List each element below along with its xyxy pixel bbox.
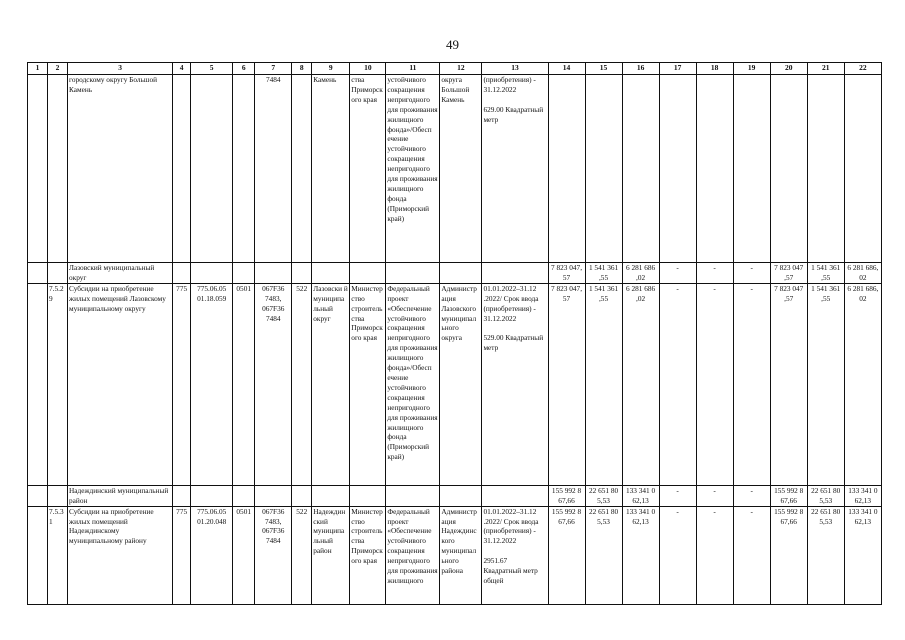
cell-col-6 bbox=[233, 263, 255, 284]
cell-col-8 bbox=[292, 75, 312, 263]
cell-col-5: 775.06.05 01.20.048 bbox=[191, 506, 233, 604]
cell-col-14: 155 992 8 67,66 bbox=[548, 485, 585, 506]
cell-col-21: 1 541 361 ,55 bbox=[807, 263, 844, 284]
cell-col-17: - bbox=[659, 263, 696, 284]
cell-col-20 bbox=[770, 75, 807, 263]
column-header-11: 11 bbox=[386, 63, 440, 75]
cell-col-21: 22 651 80 5,53 bbox=[807, 506, 844, 604]
column-header-15: 15 bbox=[585, 63, 622, 75]
cell-col-18: - bbox=[696, 485, 733, 506]
cell-col-6 bbox=[233, 485, 255, 506]
cell-col-9: Камень bbox=[312, 75, 350, 263]
cell-col-19: - bbox=[733, 485, 770, 506]
cell-col-15: 22 651 80 5,53 bbox=[585, 506, 622, 604]
cell-col-4 bbox=[173, 485, 191, 506]
cell-col-8 bbox=[292, 485, 312, 506]
cell-col-21: 22 651 80 5,53 bbox=[807, 485, 844, 506]
table-row bbox=[28, 75, 882, 263]
cell-col-17: - bbox=[659, 506, 696, 604]
cell-col-2 bbox=[48, 75, 68, 263]
cell-col-22: 133 341 0 62,13 bbox=[844, 506, 881, 604]
cell-col-10: ства Приморск ого края bbox=[350, 75, 386, 263]
cell-col-5: 775.06.05 01.18.059 bbox=[191, 283, 233, 485]
cell-col-5 bbox=[191, 263, 233, 284]
table-row bbox=[28, 283, 882, 485]
cell-col-19: - bbox=[733, 283, 770, 485]
column-number-row bbox=[28, 63, 882, 75]
cell-col-1 bbox=[28, 485, 48, 506]
cell-col-15: 1 541 361 ,55 bbox=[585, 263, 622, 284]
column-header-12: 12 bbox=[440, 63, 482, 75]
cell-col-22: 6 281 686, 02 bbox=[844, 263, 881, 284]
cell-col-10: Министер ство строитель ства Приморск ого края bbox=[350, 283, 386, 485]
column-header-14: 14 bbox=[548, 63, 585, 75]
cell-col-17 bbox=[659, 75, 696, 263]
cell-col-4 bbox=[173, 263, 191, 284]
cell-col-7: 067F36 7483, 067F36 7484 bbox=[255, 283, 292, 485]
cell-col-10: Министер ство строитель ства Приморск ого края bbox=[350, 506, 386, 604]
page-number: 49 bbox=[446, 37, 459, 52]
cell-col-7: 7484 bbox=[255, 75, 292, 263]
cell-col-6: 0501 bbox=[233, 506, 255, 604]
column-header-3: 3 bbox=[68, 63, 173, 75]
cell-col-4 bbox=[173, 75, 191, 263]
cell-col-6 bbox=[233, 75, 255, 263]
cell-col-1 bbox=[28, 263, 48, 284]
cell-col-22: 133 341 0 62,13 bbox=[844, 485, 881, 506]
cell-col-14: 7 823 047, 57 bbox=[548, 263, 585, 284]
cell-col-14: 155 992 8 67,66 bbox=[548, 506, 585, 604]
cell-col-3: Субсидии на приобретение жилых помещений Надеждинскому муниципальному району bbox=[68, 506, 173, 604]
cell-col-7 bbox=[255, 485, 292, 506]
cell-col-4: 775 bbox=[173, 283, 191, 485]
cell-col-19: - bbox=[733, 263, 770, 284]
cell-col-16: 133 341 0 62,13 bbox=[622, 485, 659, 506]
cell-col-1 bbox=[28, 506, 48, 604]
cell-col-3: Надеждинский муниципальный район bbox=[68, 485, 173, 506]
cell-col-9: Надеждин ский муниципа льный район bbox=[312, 506, 350, 604]
cell-col-7: 067F36 7483, 067F36 7484 bbox=[255, 506, 292, 604]
cell-col-12: Администр ация Лазовского муниципал ьного округа bbox=[440, 283, 482, 485]
column-header-10: 10 bbox=[350, 63, 386, 75]
cell-col-11: Федеральный проект «Обеспечение устойчивого сокращения непригодного для проживания жилищного bbox=[386, 506, 440, 604]
cell-col-11 bbox=[386, 263, 440, 284]
cell-col-14: 7 823 047, 57 bbox=[548, 283, 585, 485]
cell-col-9 bbox=[312, 485, 350, 506]
cell-col-2: 7.5.29 bbox=[48, 283, 68, 485]
column-header-20: 20 bbox=[770, 63, 807, 75]
cell-col-13 bbox=[482, 485, 548, 506]
cell-col-13 bbox=[482, 263, 548, 284]
cell-col-13: 01.01.2022–31.12 .2022/ Срок ввода (приобретения) - 31.12.2022 529.00 Квадратный метр bbox=[482, 283, 548, 485]
cell-col-11: Федеральный проект «Обеспечение устойчивого сокращения непригодного для проживания жилищного фонда»/Обесп ечение устойчивого сокращения непригодного для проживания жилищного фонда (Приморский край) bbox=[386, 283, 440, 485]
table-row bbox=[28, 506, 882, 604]
column-header-7: 7 bbox=[255, 63, 292, 75]
cell-col-9: Лазовски й муниципа льный округ bbox=[312, 283, 350, 485]
cell-col-8: 522 bbox=[292, 283, 312, 485]
table-row bbox=[28, 263, 882, 284]
cell-col-3: Субсидии на приобретение жилых помещений Лазовскому муниципальному округу bbox=[68, 283, 173, 485]
cell-col-12 bbox=[440, 485, 482, 506]
cell-col-3: Лазовский муниципальный округ bbox=[68, 263, 173, 284]
budget-table bbox=[27, 62, 882, 605]
column-header-5: 5 bbox=[191, 63, 233, 75]
cell-col-15: 1 541 361 ,55 bbox=[585, 283, 622, 485]
cell-col-15 bbox=[585, 75, 622, 263]
column-header-19: 19 bbox=[733, 63, 770, 75]
cell-col-12: округа Большой Камень bbox=[440, 75, 482, 263]
column-header-18: 18 bbox=[696, 63, 733, 75]
cell-col-18: - bbox=[696, 506, 733, 604]
cell-col-18: - bbox=[696, 283, 733, 485]
cell-col-5 bbox=[191, 75, 233, 263]
cell-col-12 bbox=[440, 263, 482, 284]
cell-col-12: Администр ация Надеждинс кого муниципал ьного района bbox=[440, 506, 482, 604]
cell-col-21 bbox=[807, 75, 844, 263]
cell-col-22: 6 281 686, 02 bbox=[844, 283, 881, 485]
cell-col-18 bbox=[696, 75, 733, 263]
cell-col-20: 155 992 8 67,66 bbox=[770, 506, 807, 604]
cell-col-16: 133 341 0 62,13 bbox=[622, 506, 659, 604]
column-header-17: 17 bbox=[659, 63, 696, 75]
cell-col-18: - bbox=[696, 263, 733, 284]
cell-col-11 bbox=[386, 485, 440, 506]
cell-col-1 bbox=[28, 283, 48, 485]
table-row bbox=[28, 485, 882, 506]
cell-col-13: (приобретения) - 31.12.2022 629.00 Квадратный метр bbox=[482, 75, 548, 263]
cell-col-13: 01.01.2022–31.12 .2022/ Срок ввода (приобретения) - 31.12.2022 2951.67 Квадратный метр общей bbox=[482, 506, 548, 604]
cell-col-19: - bbox=[733, 506, 770, 604]
column-header-8: 8 bbox=[292, 63, 312, 75]
cell-col-10 bbox=[350, 263, 386, 284]
cell-col-8 bbox=[292, 263, 312, 284]
table-body bbox=[28, 75, 882, 605]
cell-col-3: городскому округу Большой Камень bbox=[68, 75, 173, 263]
cell-col-16: 6 281 686 ,02 bbox=[622, 283, 659, 485]
cell-col-5 bbox=[191, 485, 233, 506]
cell-col-14 bbox=[548, 75, 585, 263]
column-header-22: 22 bbox=[844, 63, 881, 75]
cell-col-9 bbox=[312, 263, 350, 284]
cell-col-16 bbox=[622, 75, 659, 263]
cell-col-22 bbox=[844, 75, 881, 263]
cell-col-11: устойчивого сокращения непригодного для проживания жилищного фонда»/Обесп ечение устойчивого сокращения непригодного для проживания жилищного фонда (Приморский край) bbox=[386, 75, 440, 263]
cell-col-8: 522 bbox=[292, 506, 312, 604]
cell-col-10 bbox=[350, 485, 386, 506]
cell-col-6: 0501 bbox=[233, 283, 255, 485]
cell-col-20: 7 823 047 ,57 bbox=[770, 283, 807, 485]
column-header-13: 13 bbox=[482, 63, 548, 75]
cell-col-20: 155 992 8 67,66 bbox=[770, 485, 807, 506]
column-header-4: 4 bbox=[173, 63, 191, 75]
cell-col-1 bbox=[28, 75, 48, 263]
cell-col-17: - bbox=[659, 485, 696, 506]
cell-col-16: 6 281 686 ,02 bbox=[622, 263, 659, 284]
column-header-16: 16 bbox=[622, 63, 659, 75]
column-header-1: 1 bbox=[28, 63, 48, 75]
cell-col-19 bbox=[733, 75, 770, 263]
column-header-2: 2 bbox=[48, 63, 68, 75]
cell-col-2 bbox=[48, 263, 68, 284]
cell-col-7 bbox=[255, 263, 292, 284]
cell-col-20: 7 823 047 ,57 bbox=[770, 263, 807, 284]
cell-col-21: 1 541 361 ,55 bbox=[807, 283, 844, 485]
column-header-6: 6 bbox=[233, 63, 255, 75]
cell-col-4: 775 bbox=[173, 506, 191, 604]
column-header-9: 9 bbox=[312, 63, 350, 75]
cell-col-2: 7.5.31 bbox=[48, 506, 68, 604]
cell-col-15: 22 651 80 5,53 bbox=[585, 485, 622, 506]
column-header-21: 21 bbox=[807, 63, 844, 75]
cell-col-2 bbox=[48, 485, 68, 506]
cell-col-17: - bbox=[659, 283, 696, 485]
